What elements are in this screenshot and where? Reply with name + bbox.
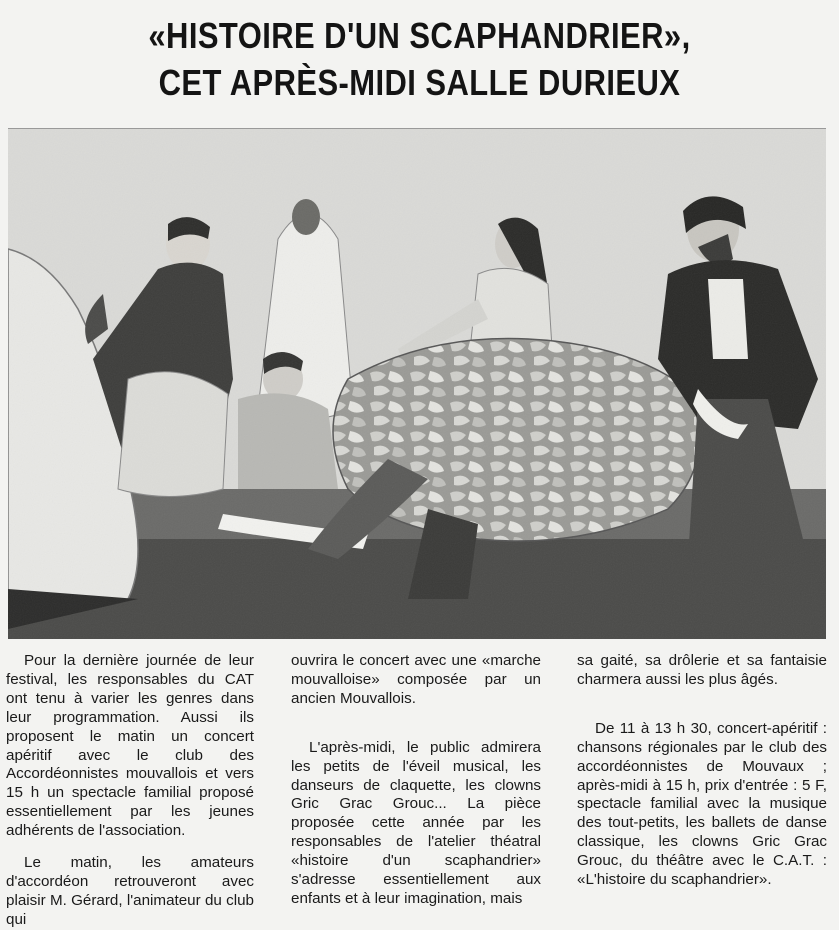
article-paragraph: L'après-midi, le public admirera les petits de l'éveil musical, les danseurs de claquette, les clowns Gric Grac Grouc... La pièce proposée cette année par les responsables de l'atelier théatral «histoire d'un scaphandrier» s'adresse essentiellement aux enfants et à leur imagination, mais [291,738,541,907]
article-paragraph: Le matin, les amateurs d'accordéon retrouveront avec plaisir M. Gérard, l'animateur du club qui [6,854,254,928]
article-column-1 [6,652,254,930]
stage-photo-illustration [8,129,826,639]
article-column-2 [291,652,541,909]
article-paragraph: De 11 à 13 h 30, concert-apéritif : chansons régionales par le club des accordéonnistes de Mouvaux ; après-midi à 15 h, prix d'entrée : 5 F, spectacle familial avec la musique des tout-petits, les ballets de danse classique, les clowns Gric Grac Grouc, du théâtre avec le C.A.T. : «L'histoire du scaphandrier». [577,719,827,889]
article-paragraph: Pour la dernière journée de leur festival, les responsables du CAT ont tenu à varier les genres dans leur programmation. Aussi ils proposent le matin un concert apéritif avec le club des Accordéonnistes mouvallois et vers 15 h un spectacle familial proposé essentiellement par les jeunes adhérents de l'association. [6,652,254,840]
headline [59,12,781,106]
article-paragraph: sa gaité, sa drôlerie et sa fantaisie charmera aussi les plus âgés. [577,652,827,688]
article-paragraph: ouvrira le concert avec une «marche mouvalloise» composée par un ancien Mouvallois. [291,652,541,707]
headline-line-1: «HISTOIRE D'UN SCAPHANDRIER», [148,15,691,56]
stage-photo [8,128,826,639]
headline-line-2: CET APRÈS-MIDI SALLE DURIEUX [158,62,681,103]
article-column-3 [577,652,827,890]
